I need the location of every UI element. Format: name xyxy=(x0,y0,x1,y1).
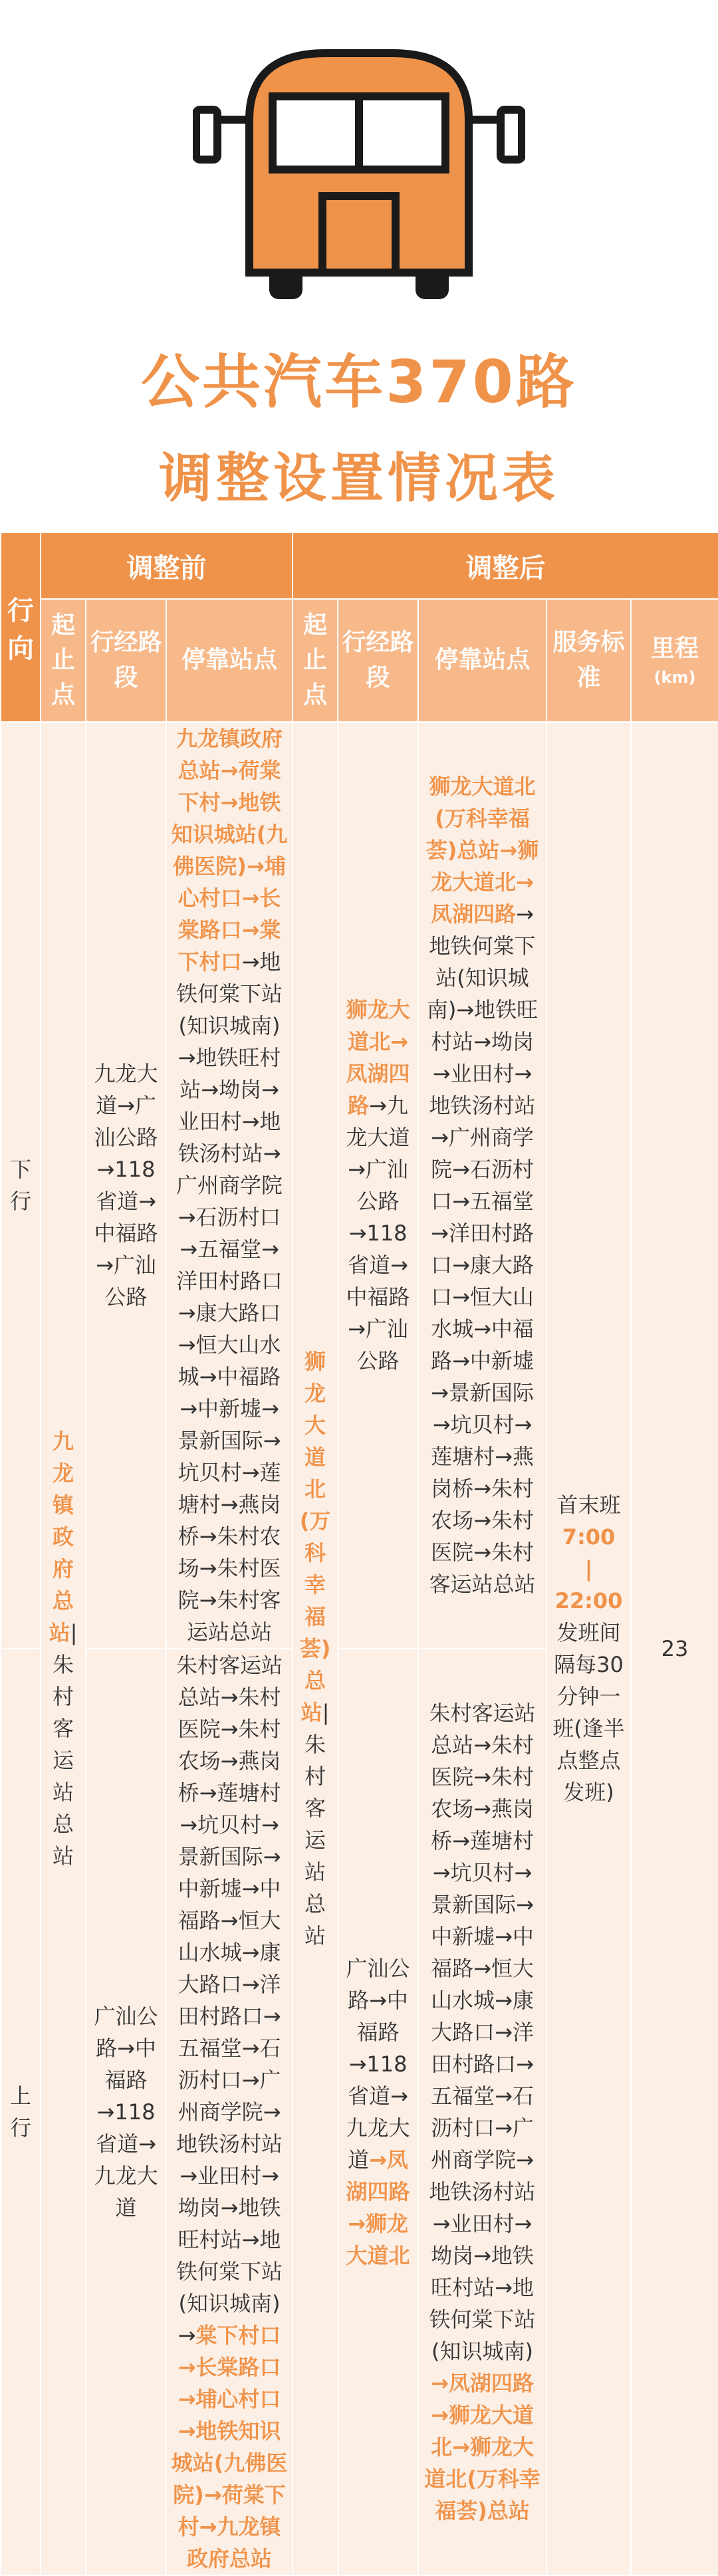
after-end-point: 朱村客运站总站 xyxy=(304,1732,326,1948)
route-adjustment-table xyxy=(0,532,718,2576)
mileage-unit: (km) xyxy=(654,668,696,687)
page-title: 公共汽车370路 xyxy=(141,348,577,416)
before-route-header: 行经路段 xyxy=(86,599,166,722)
after-route-unchanged: 广汕公路→中福路→118省道→九龙大道 xyxy=(346,1956,410,2172)
service-interval: 发班间隔每30分钟一班(逢半点整点发班) xyxy=(552,1620,625,1805)
after-stops-cell xyxy=(418,722,546,1649)
after-stops-unchanged: 朱村客运站总站→朱村医院→朱村农场→燕岗桥→莲塘村→坑贝村→景新国际→中新墟→中福路→恒大山水城→康大路口→洋田村路口→五福堂→石沥村口→广州商学院→地铁汤村站→业田村→坳岗→地铁旺村站→地铁何棠下站(知识城南) xyxy=(429,1700,536,2364)
service-separator: | xyxy=(584,1556,593,1581)
before-end-point: 朱村客运站总站 xyxy=(52,1652,74,1869)
last-bus-time: 22:00 xyxy=(554,1588,623,1613)
service-cell xyxy=(546,722,631,2575)
before-route-cell: 九龙大道→广汕公路→118省道→中福路→广汕公路 xyxy=(86,722,166,1649)
after-endpoints-cell xyxy=(293,722,338,2575)
after-stops-changed: →凤湖四路→狮龙大道北→狮龙大道北(万科幸福荟)总站 xyxy=(424,2371,540,2523)
before-endpoints-cell xyxy=(41,722,86,2575)
after-stops-cell xyxy=(418,1649,546,2575)
before-route-cell: 广汕公路→中福路→118省道→九龙大道 xyxy=(86,1649,166,2575)
direction-cell: 上行 xyxy=(1,1649,41,2575)
before-stops-changed: 九龙镇政府总站→荷棠下村→地铁知识城站(九佛医院)→埔心村口→长棠路口→棠下村口 xyxy=(171,726,288,975)
before-stops-cell xyxy=(166,1649,293,2575)
after-route-changed: 狮龙大道北→凤湖四路 xyxy=(346,997,410,1118)
after-route-cell xyxy=(338,722,418,1649)
direction-cell: 下行 xyxy=(1,722,41,1649)
mileage-cell: 23 xyxy=(631,722,718,2575)
before-header: 调整前 xyxy=(41,532,293,599)
after-stops-changed: 狮龙大道北(万科幸福荟)总站→狮龙大道北→凤湖四路 xyxy=(425,774,539,927)
before-stops-cell xyxy=(166,722,293,1649)
after-stops-unchanged: →地铁何棠下站(知识城南)→地铁旺村站→坳岗→业田村→地铁汤村站→广州商学院→石沥村口→五福堂→洋田村路口→康大路口→恒大山水城→中福路→中新墟→景新国际→坑贝村→莲塘村→燕岗桥→朱村农场→朱村医院→朱村客运站总站 xyxy=(426,901,538,1597)
mileage-label: 里程 xyxy=(651,635,699,662)
after-route-cell xyxy=(338,1649,418,2575)
bus-icon xyxy=(193,47,525,312)
before-stops-unchanged: →地铁何棠下站(知识城南)→地铁旺村站→坳岗→业田村→地铁汤村站→广州商学院→石沥村口→五福堂→洋田村路口→康大路口→恒大山水城→中福路→中新墟→景新国际→坑贝村→莲塘村→燕岗桥→朱村农场→朱村医院→朱村客运站总站 xyxy=(176,949,283,1645)
table-row xyxy=(1,722,718,1649)
after-header: 调整后 xyxy=(293,532,718,599)
header xyxy=(0,0,718,532)
service-label: 首末班 xyxy=(556,1492,621,1518)
before-stops-changed: 棠下村口→长棠路口→埔心村口→地铁知识城站(九佛医院)→荷棠下村→九龙镇政府总站 xyxy=(171,2323,288,2571)
before-endpoints-header: 起止点 xyxy=(41,599,86,722)
after-endpoints-header: 起止点 xyxy=(293,599,338,722)
before-stops-header: 停靠站点 xyxy=(166,599,293,722)
mileage-header xyxy=(631,599,718,722)
after-start-point: 狮龙大道北(万科幸福荟)总站 xyxy=(299,1349,331,1725)
before-endpoint-separator: | xyxy=(70,1620,78,1645)
after-route-unchanged: →九龙大道→广汕公路→118省道→中福路→广汕公路 xyxy=(346,1093,410,1373)
after-endpoint-separator: | xyxy=(322,1700,330,1725)
service-header: 服务标准 xyxy=(546,599,631,722)
before-start-point: 九龙镇政府总站 xyxy=(49,1429,74,1645)
after-route-header: 行经路段 xyxy=(338,599,418,722)
page-subtitle: 调整设置情况表 xyxy=(159,447,559,509)
direction-header: 行向 xyxy=(1,532,41,722)
after-stops-header: 停靠站点 xyxy=(418,599,546,722)
first-bus-time: 7:00 xyxy=(562,1524,616,1550)
before-stops-unchanged: 朱村客运站总站→朱村医院→朱村农场→燕岗桥→莲塘村→坑贝村→景新国际→中新墟→中福路→恒大山水城→康大路口→洋田村路口→五福堂→石沥村口→广州商学院→地铁汤村站→业田村→坳岗→地铁旺村站→地铁何棠下站(知识城南)→ xyxy=(176,1653,283,2348)
after-route-changed: →凤湖四路→狮龙大道北 xyxy=(346,2147,410,2268)
